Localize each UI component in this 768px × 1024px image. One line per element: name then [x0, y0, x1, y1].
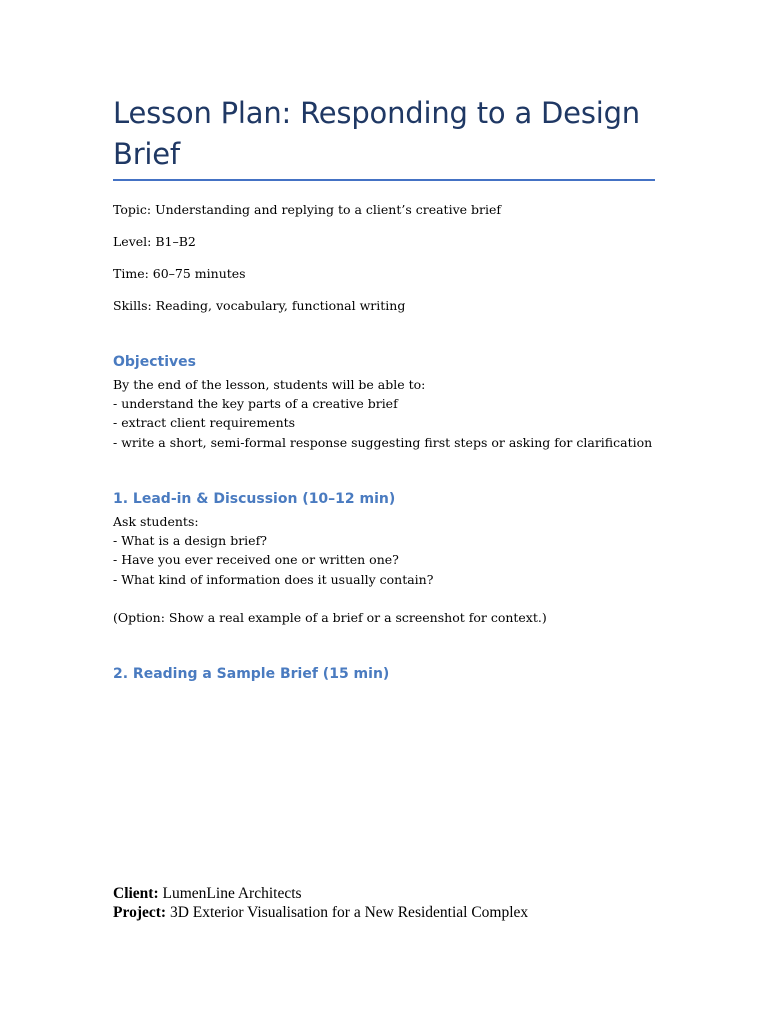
reading-heading: 2. Reading a Sample Brief (15 min) — [113, 666, 390, 682]
lead-in-heading: 1. Lead-in & Discussion (10–12 min) — [113, 491, 396, 507]
title-underline — [113, 179, 655, 181]
brief-client-line — [113, 884, 302, 903]
lead-in-line: Ask students: — [113, 514, 199, 529]
document-title: Lesson Plan: Responding to a Design Brief — [113, 96, 640, 171]
objectives-line: - extract client requirements — [113, 415, 296, 431]
objectives-heading: Objectives — [113, 354, 196, 370]
skills-line: Skills: Reading, vocabulary, functional writing — [113, 298, 406, 313]
lead-in-line: - What kind of information does it usually contain? — [113, 571, 434, 587]
objectives-line: - understand the key parts of a creative brief — [113, 396, 398, 412]
lead-in-option: (Option: Show a real example of a brief or a screenshot for context.) — [113, 610, 547, 625]
topic-line: Topic: Understanding and replying to a client’s creative brief — [113, 202, 501, 217]
time-line: Time: 60–75 minutes — [113, 266, 246, 281]
lead-in-line: - Have you ever received one or written one? — [113, 552, 399, 568]
project-label: Project: — [113, 904, 167, 921]
objectives-list — [113, 375, 652, 452]
lead-in-line: - What is a design brief? — [113, 533, 267, 549]
level-line: Level: B1–B2 — [113, 234, 196, 249]
brief-project-line — [113, 903, 528, 922]
objectives-line: - write a short, semi-formal response suggesting first steps or asking for clarification — [113, 434, 653, 450]
project-value: 3D Exterior Visualisation for a New Residential Complex — [169, 904, 529, 921]
objectives-line: By the end of the lesson, students will be able to: — [113, 377, 426, 392]
client-value: LumenLine Architects — [162, 885, 302, 902]
lead-in-list — [113, 512, 433, 589]
client-label: Client: — [113, 885, 159, 902]
